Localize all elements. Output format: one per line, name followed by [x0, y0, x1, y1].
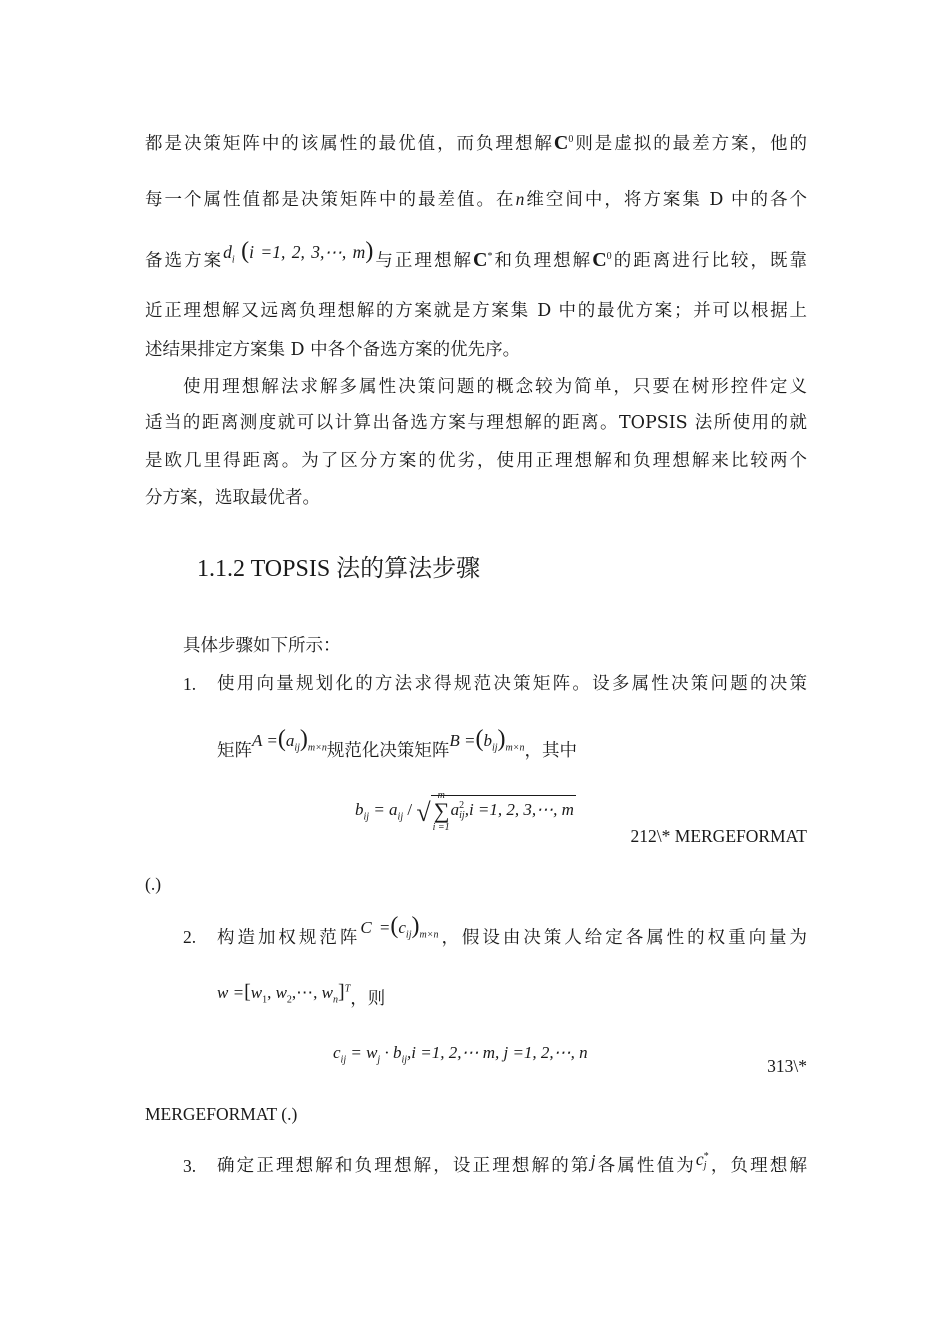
math-sup: 0: [568, 134, 574, 146]
paragraph1-line5: [145, 338, 807, 362]
intro-line: [183, 634, 845, 658]
math-w: w: [321, 983, 334, 1002]
math-w: w: [250, 983, 263, 1002]
math-b: · b: [384, 1043, 402, 1062]
text: 各属性值为: [595, 1156, 696, 1176]
supsub: [704, 1152, 709, 1170]
text: ，则: [350, 989, 386, 1009]
step1-number: 1.: [183, 674, 197, 694]
sum-block: [432, 790, 451, 834]
paragraph2-line4: [145, 486, 807, 510]
step2-line2: [217, 981, 879, 1011]
math-rest: ,i =1, 2, 3,⋯, m: [464, 800, 574, 819]
paragraph1-line1: [145, 131, 807, 156]
sum-bottom: i =1: [432, 822, 450, 834]
math-sub: m×n: [419, 929, 439, 941]
sqrt-body: [431, 790, 576, 834]
math-d-args: i =1, 2, 3,⋯, m: [249, 242, 366, 262]
math-C: C =: [360, 918, 391, 937]
paragraph1-line2: [145, 187, 807, 212]
text: 分方案，选取最优者。: [145, 488, 320, 508]
math-sub: ij: [397, 811, 404, 823]
math-c: c: [695, 1149, 704, 1169]
text: ，假设由决策人给定各属性的权重向量为: [438, 928, 808, 948]
math-sub: ij: [401, 1054, 408, 1066]
math-sub: ij: [459, 810, 465, 822]
math-d: d: [223, 242, 232, 262]
math-A-expression: $A =(a_{ij})_{m\times n}$: [252, 726, 327, 754]
math-sub: n: [333, 994, 339, 1006]
math-sup: 0: [606, 251, 612, 263]
eq-number-1: 212\* MERGEFORMAT: [630, 826, 807, 846]
math-b: b: [483, 731, 492, 750]
text: 维空间中，将方案集 D 中的各个: [524, 190, 808, 210]
text: 确定正理想解和负理想解，设正理想解的第: [217, 1156, 591, 1176]
math-B: B =: [449, 731, 476, 750]
paragraph2-line1: [183, 375, 807, 399]
sum-top: m: [437, 790, 445, 802]
math-sub: i: [231, 254, 235, 266]
math-C-expression: $C =(c_{ij})_{m\times n}$: [360, 913, 439, 941]
math-sub: 1: [262, 994, 268, 1006]
math-sup: *: [703, 1150, 709, 1162]
math-a: a: [285, 731, 295, 750]
math-j: j: [590, 1151, 596, 1171]
step1-line1: [217, 672, 807, 696]
paragraph2-line2: [145, 411, 807, 435]
text: 的距离进行比较，既靠: [611, 251, 808, 271]
math-a: a: [450, 800, 460, 819]
math-sub: j: [703, 1159, 707, 1171]
formula-2: [333, 1043, 588, 1066]
text: 都是决策矩阵中的该属性的最优值，而负理想解: [145, 134, 554, 154]
math-C: C: [592, 249, 607, 271]
text: 适当的距离测度就可以计算出备选方案与理想解的距离。TOPSIS 法所使用的就: [145, 413, 807, 433]
math-sub: ij: [340, 1054, 347, 1066]
text: 使用理想解法求解多属性决策问题的概念较为简单，只要在树形控件定义: [183, 377, 807, 397]
step2-number: 2.: [183, 927, 197, 947]
step2-line1: [217, 913, 808, 950]
text: 和负理想解: [492, 251, 593, 271]
math-C: C: [553, 132, 569, 154]
paragraph1-line3: [145, 238, 808, 273]
text: 与正理想解: [373, 251, 474, 271]
math-dots: ,⋯,: [291, 983, 318, 1002]
math-sub: ij: [405, 929, 412, 941]
math-w: w: [275, 983, 287, 1002]
math-C: C: [473, 249, 488, 271]
section-heading: 1.1.2 TOPSIS 法的算法步骤: [197, 556, 481, 582]
math-w: = w: [350, 1043, 378, 1062]
eq-tail-2: MERGEFORMAT (.): [145, 1104, 298, 1124]
text: 使用向量规划化的方法求得规范决策矩阵。设多属性决策问题的决策: [217, 674, 807, 694]
text: 每一个属性值都是决策矩阵中的最差值。在: [145, 190, 516, 210]
math-b: b: [355, 800, 364, 819]
math-sub: 2: [286, 994, 292, 1006]
formula-1: [355, 790, 576, 834]
paragraph2-line3: [145, 449, 807, 473]
sum-sign: ∑: [433, 798, 450, 824]
text: 构造加权规范阵: [217, 928, 361, 948]
sqrt-sign: √: [416, 798, 431, 827]
math-c: c: [333, 1043, 341, 1062]
math-c: c: [398, 918, 406, 937]
math-sup: T: [344, 983, 351, 995]
text: 备选方案: [145, 251, 224, 271]
text: ，负理想解: [708, 1156, 808, 1176]
text: 述结果排定方案集 D 中各个备选方案的优先序。: [145, 340, 521, 360]
step3-number: 3.: [183, 1156, 197, 1176]
math-d-expression: $d_i$ (i =1, 2, 3,⋯, m): [223, 238, 374, 266]
math-sup: 2: [459, 800, 465, 812]
text: 矩阵: [217, 741, 252, 761]
step1-line2: [217, 726, 879, 763]
math-sub: ij: [491, 742, 498, 754]
math-cj-expression: [696, 1149, 709, 1169]
math-sub: j: [377, 1054, 381, 1066]
step3-line1: [217, 1149, 808, 1178]
math-n: n: [515, 189, 525, 209]
math-sub: m×n: [307, 742, 327, 754]
math-w: w =: [217, 983, 245, 1002]
paragraph1-line4: [145, 299, 807, 323]
text: ，其中: [524, 741, 578, 761]
eq-number-2: 313\*: [767, 1056, 807, 1076]
math-sub: ij: [294, 742, 300, 754]
math-a: = a: [373, 800, 398, 819]
math-sub: ij: [363, 811, 370, 823]
math-A: A =: [252, 731, 278, 750]
text: 规范化决策矩阵: [326, 741, 450, 761]
text: 具体步骤如下所示：: [183, 636, 341, 656]
math-rest: ,i =1, 2,⋯ m, j =1, 2,⋯, n: [407, 1043, 588, 1062]
text: 则是虚拟的最差方案，他的: [573, 134, 808, 154]
math-w-expression: $w =[w_1$, $w_2,\cdots$, $w_n]^T$: [217, 981, 351, 1006]
math-sub: m×n: [505, 742, 525, 754]
text: 近正理想解又远离负理想解的方案就是方案集 D 中的最优方案；并可以根据上: [145, 301, 807, 321]
math-sup: *: [487, 251, 493, 263]
math-slash: /: [407, 800, 413, 819]
math-B-expression: $B =(b_{ij})_{m\times n}$: [449, 726, 525, 754]
eq-tail-1: (.): [145, 874, 162, 894]
text: 是欧几里得距离。为了区分方案的优劣，使用正理想解和负理想解来比较两个: [145, 451, 807, 471]
